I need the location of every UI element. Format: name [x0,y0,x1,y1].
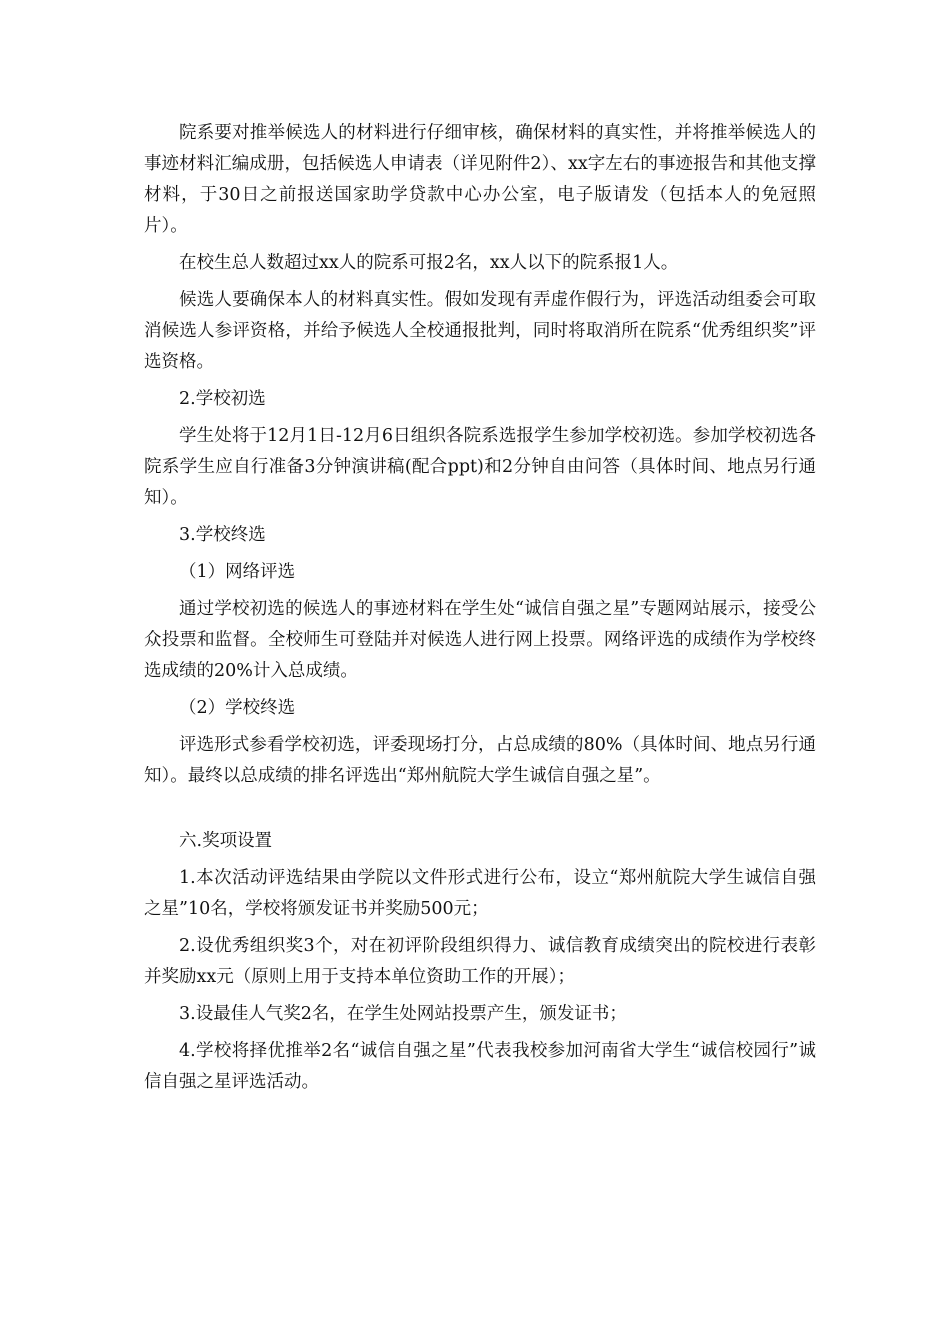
paragraph-award-2: 2.设优秀组织奖3个，对在初评阶段组织得力、诚信教育成绩突出的院校进行表彰并奖励xx元（原则上用于支持本单位资助工作的开展）； [144,936,816,987]
paragraph-school-final: 评选形式参看学校初选，评委现场打分，占总成绩的80%（具体时间、地点另行通知）。最终以总成绩的排名评选出“郑州航院大学生诚信自强之星”。 [144,735,816,786]
subheading-final: 3.学校终选 [179,525,266,545]
section-heading-awards: 六.奖项设置 [179,831,273,851]
subheading-school-final: （2）学校终选 [179,698,296,718]
subheading-preliminary: 2.学校初选 [179,389,266,409]
document-body [144,118,816,1104]
paragraph-online-vote: 通过学校初选的候选人的事迹材料在学生处“诚信自强之星”专题网站展示，接受公众投票和监督。全校师生可登陆并对候选人进行网上投票。网络评选的成绩作为学校终选成绩的20%计入总成绩。 [144,599,816,681]
paragraph-authenticity: 候选人要确保本人的材料真实性。假如发现有弄虚作假行为，评选活动组委会可取消候选人参评资格，并给予候选人全校通报批判，同时将取消所在院系“优秀组织奖”评选资格。 [144,290,816,372]
paragraph-award-1: 1.本次活动评选结果由学院以文件形式进行公布，设立“郑州航院大学生诚信自强之星”10名，学校将颁发证书并奖励500元； [144,868,816,919]
paragraph-preliminary: 学生处将于12月1日-12月6日组织各院系选报学生参加学校初选。参加学校初选各院系学生应自行准备3分钟演讲稿(配合ppt)和2分钟自由问答（具体时间、地点另行通知）。 [144,426,816,508]
paragraph-review-materials: 院系要对推举候选人的材料进行仔细审核，确保材料的真实性，并将推举候选人的事迹材料汇编成册，包括候选人申请表（详见附件2）、xx字左右的事迹报告和其他支撑材料，于30日之前报送国家助学贷款中心办公室，电子版请发（包括本人的免冠照片）。 [144,123,816,236]
paragraph-award-4: 4.学校将择优推举2名“诚信自强之星”代表我校参加河南省大学生“诚信校园行”诚信自强之星评选活动。 [144,1041,816,1092]
paragraph-award-3: 3.设最佳人气奖2名，在学生处网站投票产生，颁发证书； [179,1004,627,1024]
subheading-online-vote: （1）网络评选 [179,562,296,582]
paragraph-quota: 在校生总人数超过xx人的院系可报2名，xx人以下的院系报1人。 [179,253,679,273]
